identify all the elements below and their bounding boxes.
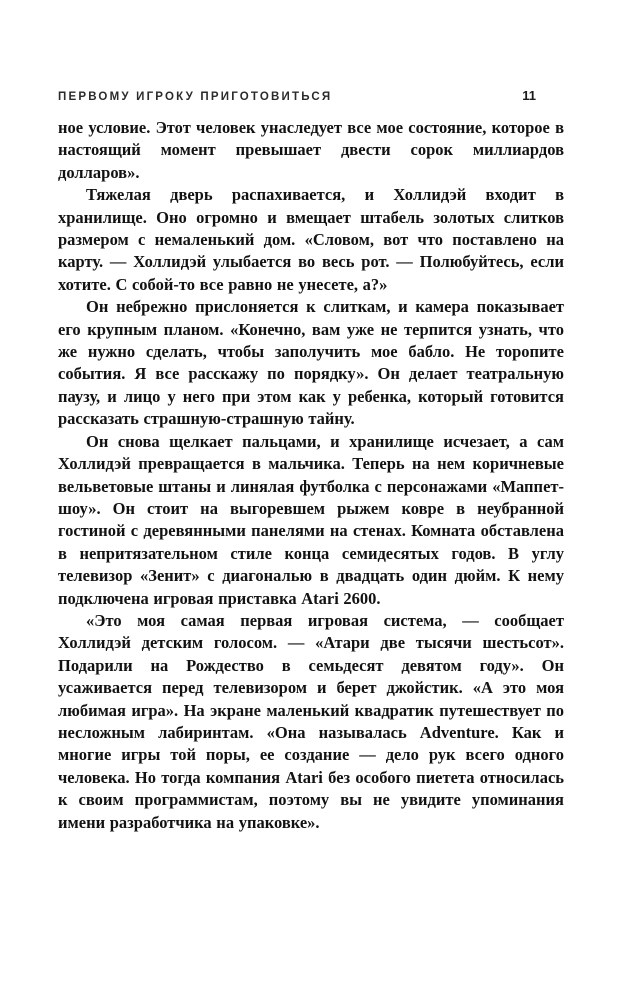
- paragraph: Он небрежно прислоняется к слиткам, и камера показывает его крупным планом. «Конечно, вам уже не терпится узнать, что же нужно сделать, чтобы заполучить мое бабло. Не торопите события. Я все расскажу по порядку». Он делает театральную паузу, и лицо у него при этом как у ребенка, который готовится рассказать страшную-страшную тайну.: [58, 297, 564, 429]
- running-head: [58, 88, 564, 103]
- paragraph: Тяжелая дверь распахивается, и Холлидэй входит в хранилище. Оно огромно и вмещает штабель золотых слитков размером с немаленький дом. «Словом, вот что поставлено на карту. — Холлидэй улыбается во весь рот. — Полюбуйтесь, если хотите. С собой-то все равно не унесете, а?»: [58, 185, 564, 294]
- paragraph: «Это моя самая первая игровая система, — сообщает Холлидэй детским голосом. — «Атари две тысячи шестьсот». Подарили на Рождество в семьдесят девятом году». Он усаживается перед телевизором и берет джойстик. «А это моя любимая игра». На экране маленький квадратик путешествует по несложным лабиринтам. «Она называлась Adventure. Как и многие игры той поры, ее создание — дело рук всего одного человека. Но тогда компания Atari без особого пиетета относилась к своим программистам, поэтому вы не увидите упоминания имени разработчика на упаковке».: [58, 610, 564, 832]
- page-number: 11: [522, 88, 536, 103]
- paragraph: Он снова щелкает пальцами, и хранилище исчезает, а сам Холлидэй превращается в мальчика. Теперь на нем коричневые вельветовые штаны и линялая футболка с персонажами «Маппет-шоу». Он стоит на выгоревшем рыжем ковре в неубранной гостиной с деревянными панелями на стенах. Комната обставлена в непритязательном стиле конца семидесятых годов. В углу телевизор «Зенит» с диагональю в двадцать один дюйм. К нему подключена игровая приставка Atari 2600.: [58, 431, 564, 608]
- page-body-text: [58, 117, 564, 834]
- paragraph: ное условие. Этот человек унаследует все мое состояние, которое в настоящий момент превышает двести сорок миллиардов долларов».: [58, 118, 564, 182]
- running-head-title: ПЕРВОМУ ИГРОКУ ПРИГОТОВИТЬСЯ: [58, 91, 333, 103]
